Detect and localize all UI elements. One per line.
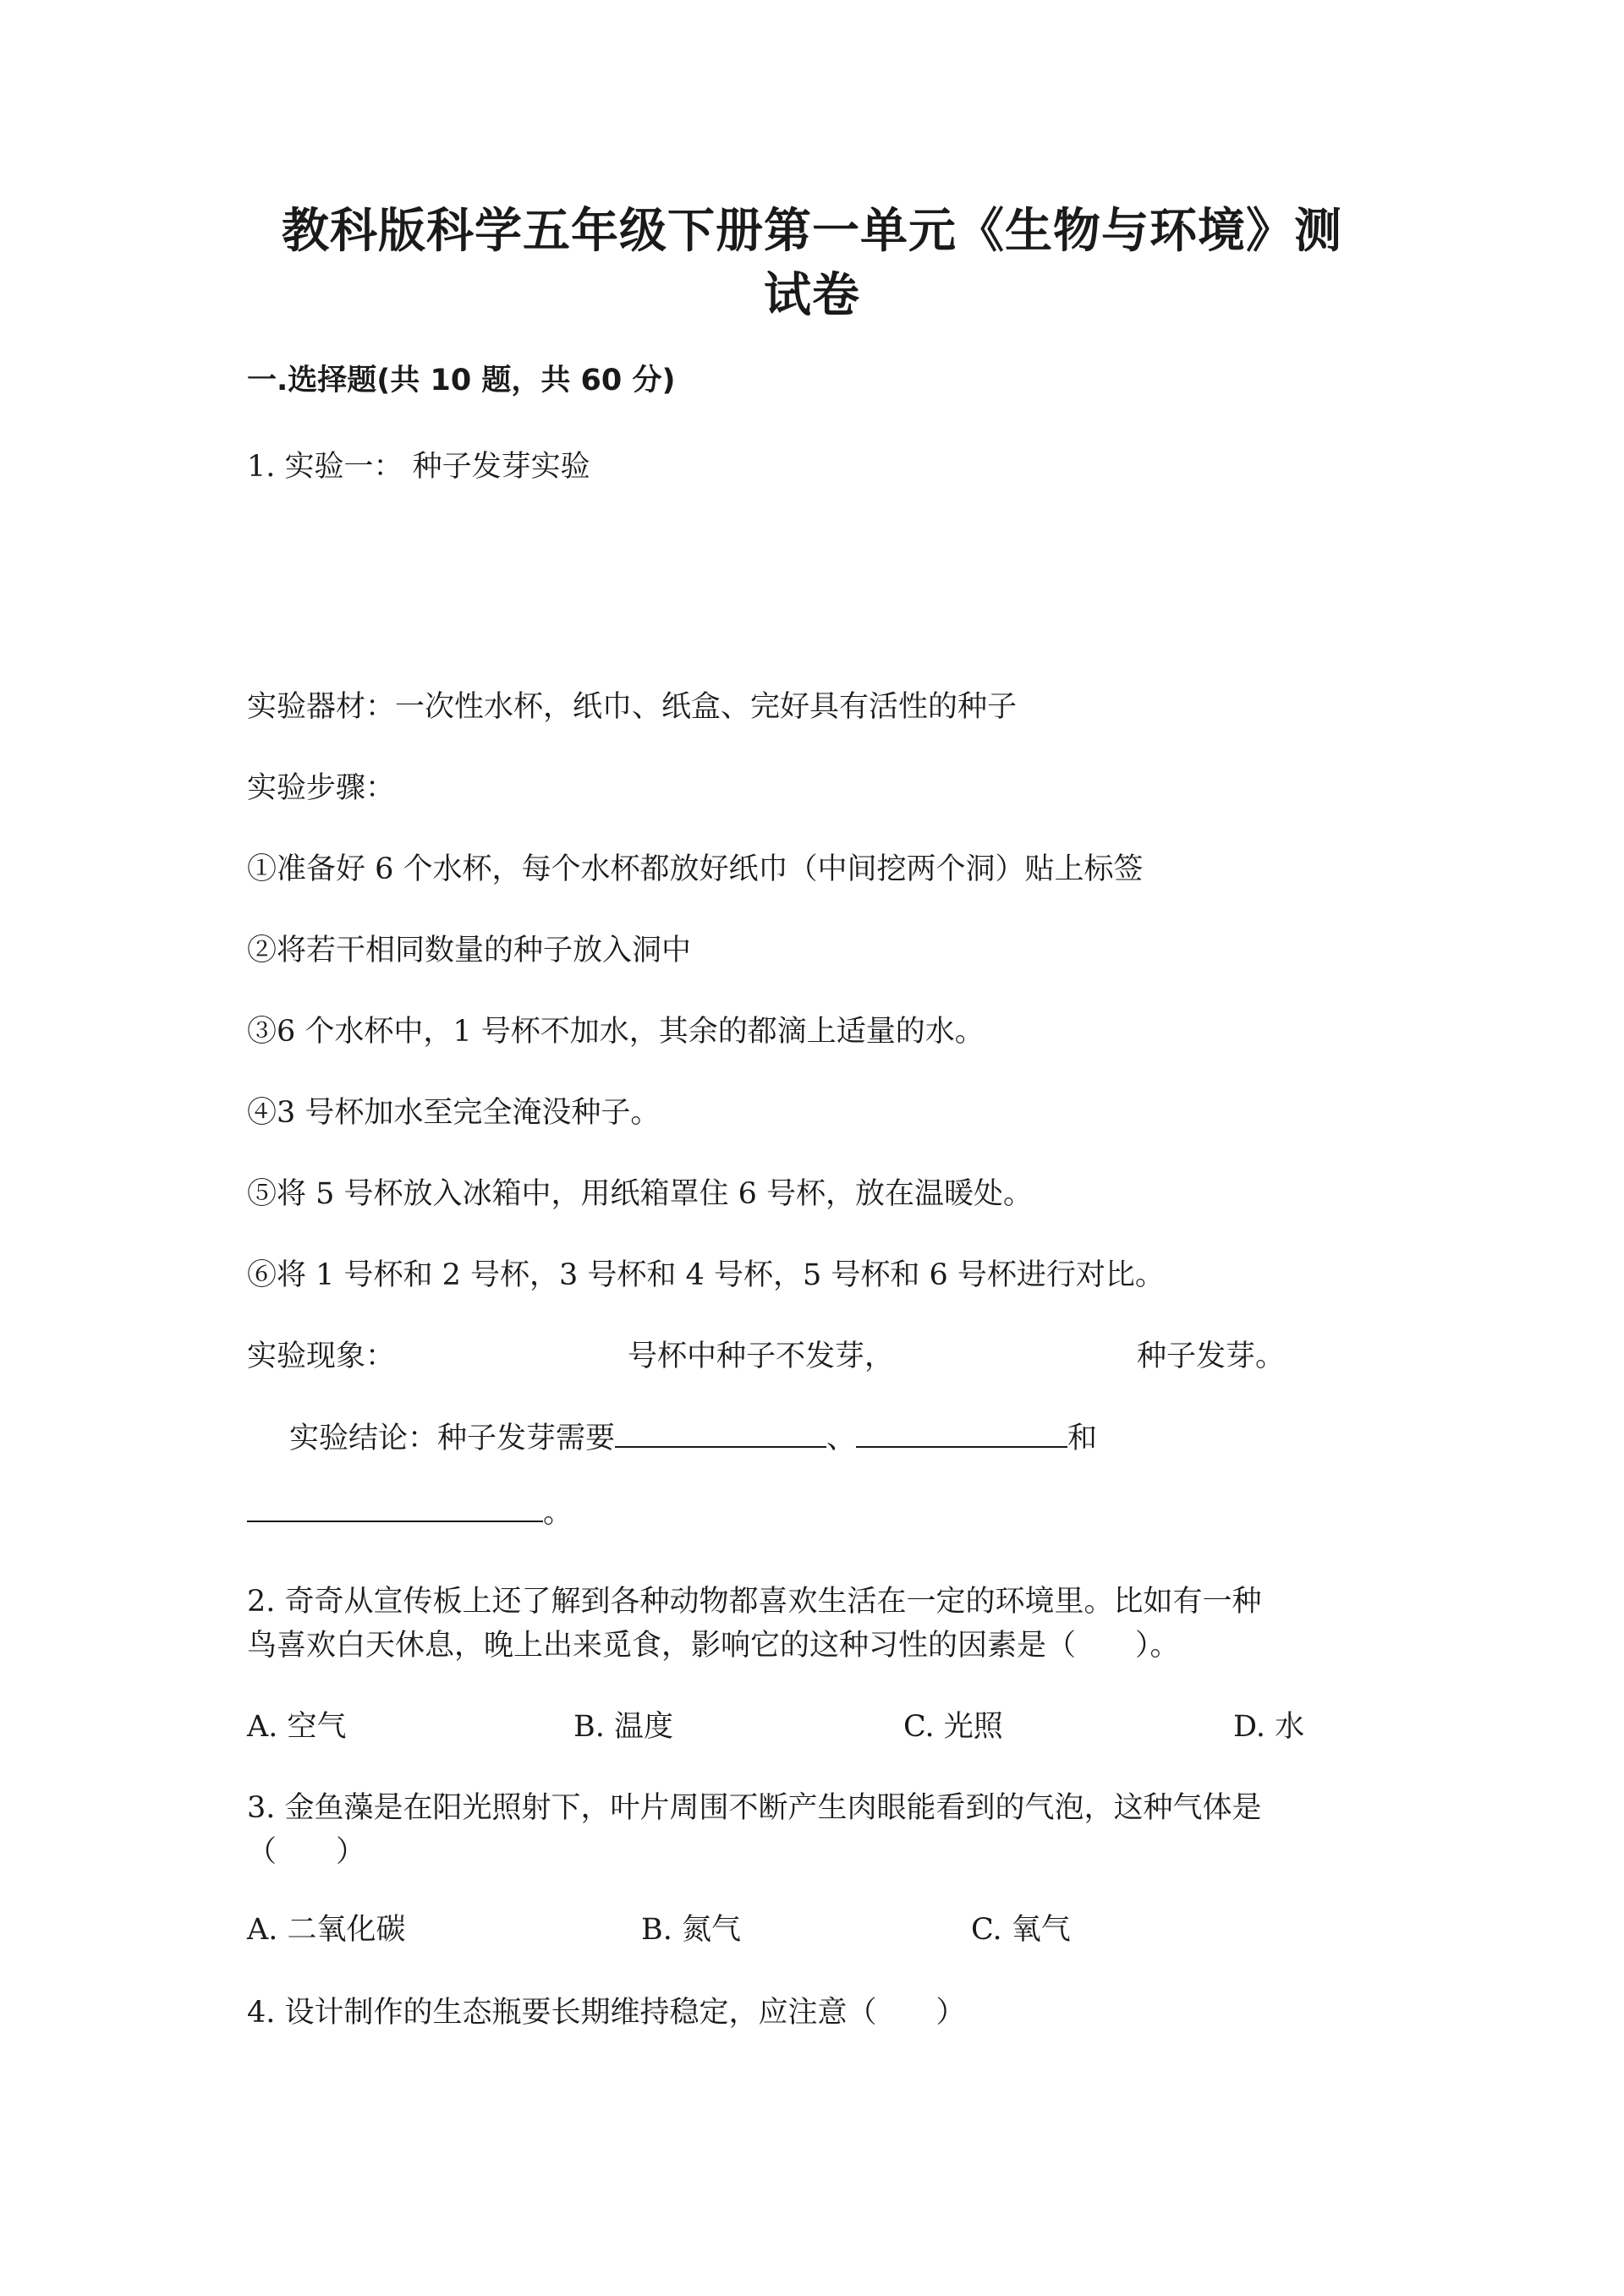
question-3-line-2: （ ） — [247, 1835, 366, 1869]
question-3-line-1: 3. 金鱼藻是在阳光照射下，叶片周围不断产生肉眼能看到的气泡，这种气体是 — [247, 1791, 1262, 1825]
question-1-stem: 1. 实验一： 种子发芽实验 — [247, 450, 590, 484]
conclusion-separator: 、 — [826, 1422, 857, 1455]
question-1-phenomenon-label: 实验现象： — [247, 1340, 396, 1373]
question-1-phenomenon-end: 种子发芽。 — [1137, 1340, 1286, 1373]
question-1-step: ①准备好 6 个水杯，每个水杯都放好纸巾（中间挖两个洞）贴上标签 — [247, 852, 1144, 886]
question-1-step: ②将若干相同数量的种子放入洞中 — [247, 934, 692, 967]
answer-blank-1[interactable] — [615, 1417, 826, 1448]
exam-title-line-2: 试卷 — [764, 268, 860, 323]
conclusion-text: 实验结论：种子发芽需要 — [289, 1422, 616, 1455]
question-1-step: ⑤将 5 号杯放入冰箱中，用纸箱罩住 6 号杯，放在温暖处。 — [247, 1177, 1034, 1211]
question-1-step: ④3 号杯加水至完全淹没种子。 — [247, 1096, 661, 1130]
conclusion-and: 和 — [1067, 1422, 1098, 1455]
question-4-line-1: 4. 设计制作的生态瓶要长期维持稳定，应注意（ ） — [247, 1996, 966, 2030]
question-2-option-a[interactable]: A. 空气 — [247, 1710, 347, 1744]
question-2-option-b[interactable]: B. 温度 — [573, 1710, 673, 1744]
question-1-steps-label: 实验步骤： — [247, 771, 396, 805]
question-1-phenomenon-middle: 号杯中种子不发芽， — [628, 1340, 895, 1373]
question-1-conclusion-cont — [247, 1492, 573, 1533]
question-3-option-c[interactable]: C. 氧气 — [971, 1913, 1071, 1947]
answer-blank-3[interactable] — [247, 1492, 543, 1522]
answer-blank-2[interactable] — [856, 1417, 1067, 1448]
question-1-conclusion — [289, 1417, 1097, 1459]
question-3-option-b[interactable]: B. 氮气 — [641, 1913, 741, 1947]
question-2-option-c[interactable]: C. 光照 — [903, 1710, 1003, 1744]
question-2-line-2: 鸟喜欢白天休息，晚上出来觅食，影响它的这种习性的因素是（ ）。 — [247, 1629, 1180, 1663]
question-2-line-1: 2. 奇奇从宣传板上还了解到各种动物都喜欢生活在一定的环境里。比如有一种 — [247, 1585, 1262, 1619]
question-2-option-d[interactable]: D. 水 — [1233, 1710, 1305, 1744]
section-heading: 一.选择题(共 10 题，共 60 分) — [247, 364, 676, 397]
question-3-option-a[interactable]: A. 二氧化碳 — [247, 1913, 406, 1947]
exam-title-line-1: 教科版科学五年级下册第一单元《生物与环境》测 — [282, 204, 1342, 259]
question-1-step: ⑥将 1 号杯和 2 号杯，3 号杯和 4 号杯，5 号杯和 6 号杯进行对比。 — [247, 1258, 1165, 1292]
question-1-step: ③6 个水杯中，1 号杯不加水，其余的都滴上适量的水。 — [247, 1015, 985, 1049]
conclusion-end: 。 — [543, 1496, 573, 1530]
question-1-materials: 实验器材：一次性水杯，纸巾、纸盒、完好具有活性的种子 — [247, 690, 1018, 724]
